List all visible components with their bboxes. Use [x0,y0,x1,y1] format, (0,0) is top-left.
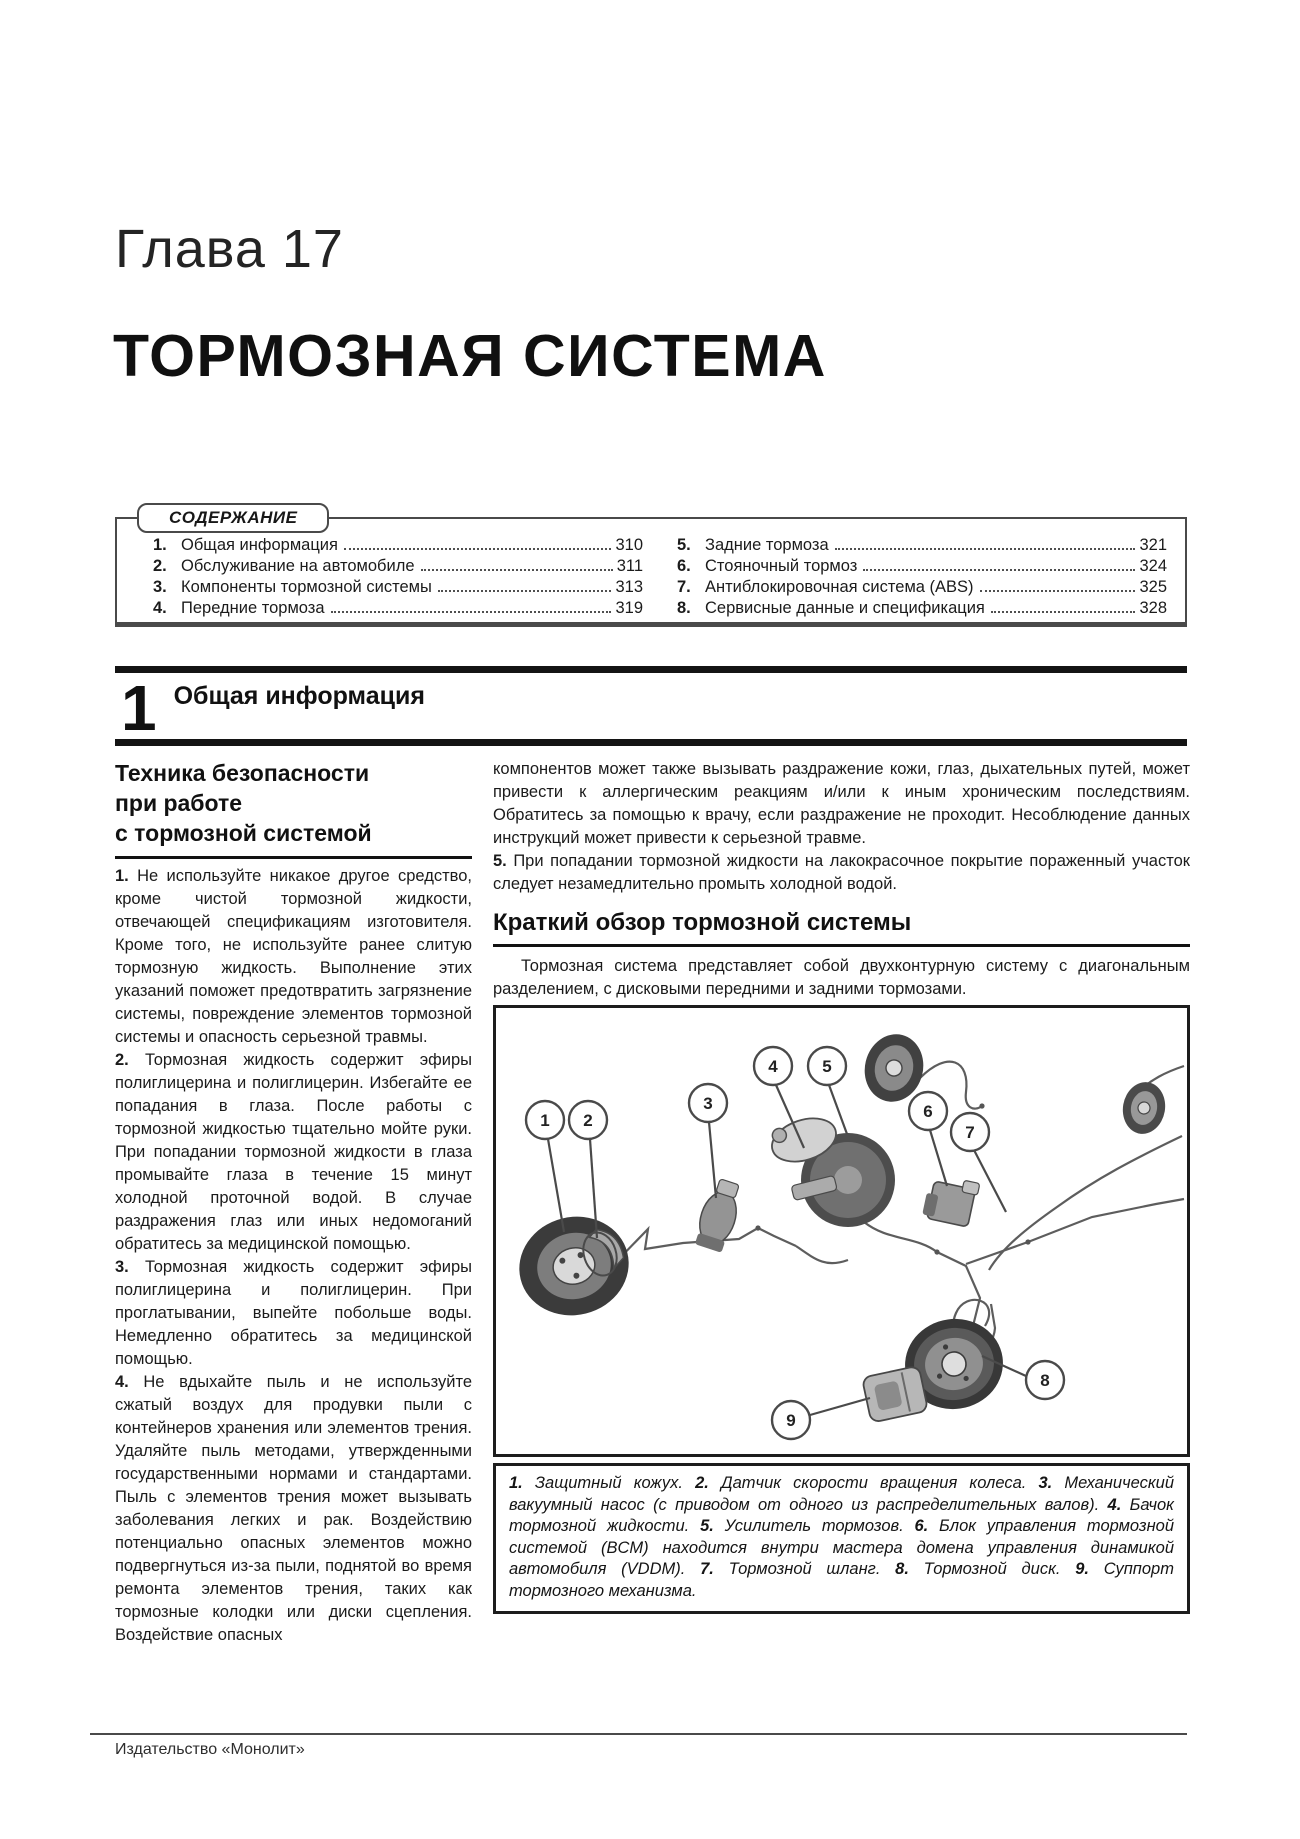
paragraph-text: Тормозная жидкость содержит эфиры полиглицерина и полиглицерин. При проглатывании, выпейте побольше воды. Немедленно обратитесь за медицинской помощью. [115,1258,472,1368]
chapter-heading: Глава 17 [115,219,344,279]
toc-entry [153,598,643,619]
safety-paragraph [115,1049,472,1256]
toc-dot-leader [344,548,612,550]
overview-paragraph: Тормозная система представляет собой двухконтурную систему с диагональным разделением, с дисковыми передними и задними тормозами. [493,957,1190,998]
toc-entry-label: Компоненты тормозной системы [181,578,432,596]
callout-9 [772,1401,810,1439]
safety-heading-line: Техника безопасности [115,760,370,786]
toc-entry-page: 324 [1139,557,1167,575]
toc-entry-label: Стояночный тормоз [705,557,858,575]
svg-text:5: 5 [822,1057,832,1076]
caption-number: 4. [1107,1495,1122,1514]
caption-text: Бачок тормозной жидкости. [509,1495,1174,1535]
paragraph-text: При попадании тормозной жидкости на лакокрасочное покрытие пораженный участок следует незамедлительно промыть холодной водой. [493,852,1190,893]
brake-caliper [862,1366,928,1423]
caption-text: Датчик скорости вращения колеса. [720,1474,1027,1492]
brake-control-module [922,1173,980,1227]
page-footer [90,1733,1187,1759]
rear-brake-disc-far [1119,1079,1169,1138]
paragraph-text: Тормозная жидкость содержит эфиры полиглицерина и полиглицерин. Избегайте ее попадания в глаза. После работы с тормозной жидкостью тщательно мойте руки. При попадании тормозной жидкости в глаза промывайте глаза в течение 15 минут холодной проточной водой. В случае раздражения глаз или иных недомоганий обратитесь за медицинской помощью. [115,1051,472,1253]
toc-entry [153,577,643,598]
safety-heading-line: при работе [115,790,243,816]
toc-dot-leader [991,611,1136,613]
figure-caption [493,1463,1190,1614]
section-title: Общая информация [173,682,425,710]
caption-text: Механический вакуумный насос (с приводом от одного из распределительных валов). [509,1474,1174,1514]
callout-1 [526,1101,564,1139]
paragraph-number: 1. [115,867,129,885]
svg-text:9: 9 [786,1411,796,1430]
brake-system-diagram [496,1008,1187,1454]
toc-dot-leader [980,590,1136,592]
toc-entry-number: 1. [153,536,167,554]
toc-entry [677,598,1167,619]
caption-number: 7. [700,1560,714,1578]
toc-entry-page: 321 [1139,536,1167,554]
toc-entry [153,556,643,577]
toc-entry [677,535,1167,556]
caption-number: 9. [1075,1560,1089,1578]
paragraph-number: 3. [115,1258,129,1276]
paragraph-number: 4. [115,1373,129,1391]
svg-text:2: 2 [583,1111,593,1130]
paragraph-text: Не используйте никакое другое средство, кроме чистой тормозной жидкости, отвечающей спецификациям изготовителя. Кроме того, не используйте ранее слитую тормозную жидкость. Выполнение этих указаний поможет предотвратить загрязнение системы, повреждение элементов тормозной системы и опасность серьезной травмы. [115,867,472,1046]
svg-text:8: 8 [1040,1371,1050,1390]
toc-entry-number: 5. [677,536,691,554]
caption-number: 1. [509,1474,523,1492]
toc-entry-label: Обслуживание на автомобиле [181,557,415,575]
toc-entry [677,577,1167,598]
toc-dot-leader [438,590,612,592]
caption-number: 6. [914,1517,929,1535]
callout-8 [1026,1361,1064,1399]
svg-text:4: 4 [768,1057,778,1076]
toc-entry-page: 311 [616,557,643,575]
svg-text:6: 6 [923,1102,933,1121]
safety-paragraph [115,865,472,1049]
toc-entry-label: Общая информация [181,536,338,554]
svg-text:1: 1 [540,1111,550,1130]
toc-entry-page: 313 [615,578,643,596]
front-brake-disc [509,1205,639,1327]
callout-4 [754,1047,792,1085]
toc-entry [677,556,1167,577]
toc-dot-leader [331,611,612,613]
toc-column-right [677,535,1167,619]
caption-number: 3. [1038,1474,1053,1492]
brake-system-figure [493,1005,1190,1457]
page-title: ТОРМОЗНАЯ СИСТЕМА [113,323,827,389]
paragraph-number: 2. [115,1051,129,1069]
toc-entry-label: Передние тормоза [181,599,325,617]
continuation-paragraph: компонентов может также вызывать раздражение кожи, глаз, дыхательных путей, может привести к аллергическим реакциям и/или к иным хроническим последствиям. Обратитесь за помощью к врачу, если раздражение не проходит. Несоблюдение данных инструкций может привести к серьезной травме. [493,760,1190,847]
section-number: 1 [121,672,157,744]
toc-entry-label: Антиблокировочная система (ABS) [705,578,974,596]
caption-number: 5. [700,1517,714,1535]
overview-heading: Краткий обзор тормозной системы [493,910,1190,947]
safety-paragraph [115,1256,472,1371]
caption-text: Защитный кожух. [534,1474,683,1492]
left-column [115,758,472,1647]
toc-entry-number: 4. [153,599,167,617]
caption-text: Усилитель тормозов. [724,1517,904,1535]
toc-entry-page: 328 [1139,599,1167,617]
callout-5 [808,1047,846,1085]
toc-entry-page: 310 [615,536,643,554]
callout-2 [569,1101,607,1139]
toc-entry-number: 8. [677,599,691,617]
table-of-contents [115,508,1187,627]
caption-text: Тормозной диск. [923,1560,1061,1578]
safety-paragraph [115,1371,472,1647]
safety-heading-line: с тормозной системой [115,820,372,846]
toc-column-left [153,535,643,619]
toc-entry-number: 6. [677,557,691,575]
toc-entry [153,535,643,556]
callout-7 [951,1113,989,1151]
caption-text: Тормозной шланг. [728,1560,881,1578]
toc-entry-page: 319 [615,599,643,617]
caption-number: 8. [895,1560,909,1578]
toc-tab-label: СОДЕРЖАНИЕ [137,503,329,533]
toc-entry-number: 3. [153,578,167,596]
toc-dot-leader [835,548,1136,550]
toc-dot-leader [863,569,1135,571]
caption-text: Блок управления тормозной системой (BCM) находится внутри мастера домена управления динамикой автомобиля (VDDM). [509,1517,1175,1578]
toc-entry-label: Сервисные данные и спецификация [705,599,985,617]
callout-3 [689,1084,727,1122]
section-header [115,666,1187,746]
vacuum-pump [692,1177,746,1254]
callout-6 [909,1092,947,1130]
toc-entry-page: 325 [1139,578,1167,596]
paragraph-number: 5. [493,852,507,870]
svg-text:3: 3 [703,1094,713,1113]
safety-paragraph [493,850,1190,896]
toc-columns [153,535,1167,619]
toc-entry-label: Задние тормоза [705,536,829,554]
caption-text: Суппорт тормозного механизма. [509,1560,1174,1600]
paragraph-text: Не вдыхайте пыль и не используйте сжатый воздух для продувки пыли с контейнеров хранения или элементов трения. Удаляйте пыль методами, утвержденными государственными нормами и стандартами. Пыль с элементов трения может вызывать заболевания легких и рак. Воздействию потенциально опасных элементов можно подвергнуться из-за пыли, поднятой во время ремонта элементов трения, таких как тормозные колодки или диски сцепления. Воздействие опасных [115,1373,472,1644]
toc-dot-leader [421,569,613,571]
toc-entry-number: 7. [677,578,691,596]
safety-heading [115,758,472,859]
publisher-label: Издательство «Монолит» [115,1741,305,1758]
caption-number: 2. [695,1474,709,1492]
toc-entry-number: 2. [153,557,167,575]
svg-text:7: 7 [965,1123,975,1142]
right-column [493,758,1190,1614]
